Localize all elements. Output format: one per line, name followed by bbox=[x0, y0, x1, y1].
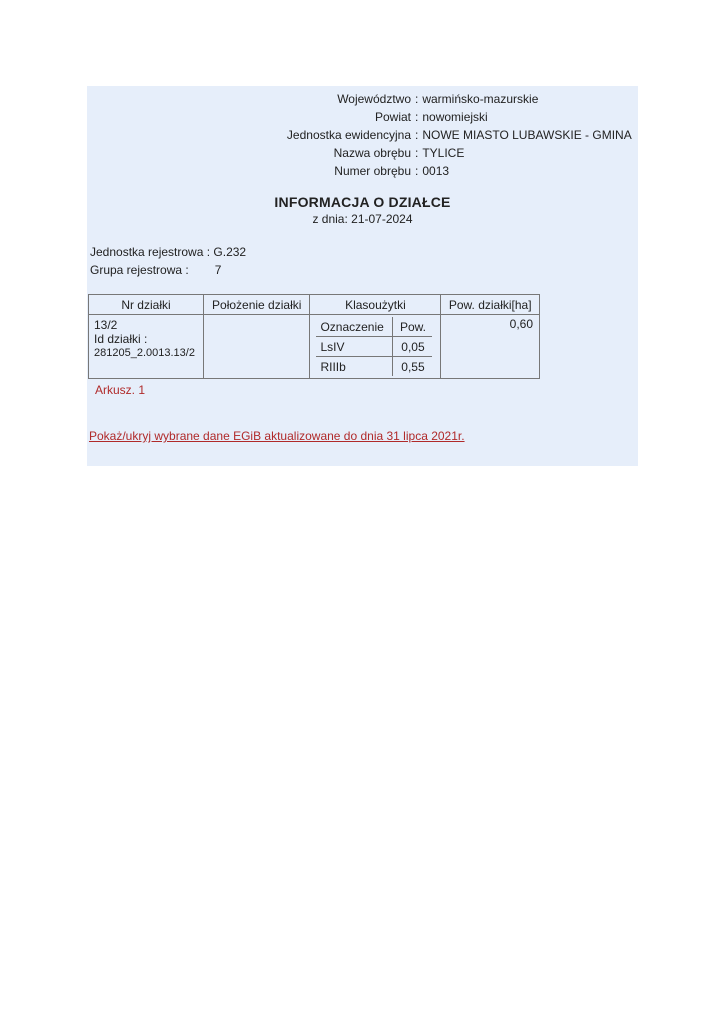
header-row-voivodeship: Województwo : warmińsko-mazurskie bbox=[87, 90, 638, 108]
registry-group-label: Grupa rejestrowa : bbox=[90, 263, 189, 277]
header-value: warmińsko-mazurskie bbox=[422, 92, 539, 106]
header-label: Jednostka ewidencyjna bbox=[286, 128, 411, 142]
header-label: Powiat bbox=[374, 110, 411, 124]
table-header-row bbox=[89, 295, 540, 315]
header-value: TYLICE bbox=[422, 146, 465, 160]
plot-id-label: Id działki : bbox=[94, 332, 148, 346]
location-header bbox=[87, 90, 638, 180]
class-area: 0,05 bbox=[393, 337, 433, 357]
header-label: Nazwa obrębu bbox=[333, 146, 411, 160]
plot-number: 13/2 bbox=[94, 318, 118, 332]
registry-group-value: 7 bbox=[214, 263, 222, 277]
header-row-county: Powiat : nowomiejski bbox=[87, 108, 638, 126]
column-header-plot-area: Pow. działki[ha] bbox=[441, 295, 540, 315]
plot-area-cell: 0,60 bbox=[441, 315, 540, 379]
land-classes-table bbox=[316, 317, 432, 376]
header-label: Numer obrębu bbox=[334, 164, 411, 178]
header-value: NOWE MIASTO LUBAWSKIE - GMINA bbox=[422, 128, 632, 142]
column-header-location: Położenie działki bbox=[203, 295, 309, 315]
header-value: 0013 bbox=[422, 164, 450, 178]
plot-id: 281205_2.0013.13/2 bbox=[94, 347, 195, 359]
plot-location-cell bbox=[203, 315, 309, 379]
toggle-egib-data-link[interactable]: Pokaż/ukryj wybrane dane EGiB aktualizowane do dnia 31 lipca 2021r. bbox=[89, 429, 465, 443]
land-classes-cell bbox=[310, 315, 441, 379]
class-code: RIIIb bbox=[316, 357, 393, 377]
header-label: Województwo bbox=[337, 92, 411, 106]
plot-number-cell bbox=[89, 315, 204, 379]
class-code-header: Oznaczenie bbox=[316, 317, 393, 337]
header-row-precinct-number: Numer obrębu : 0013 bbox=[87, 162, 638, 180]
land-class-row bbox=[316, 357, 432, 377]
registry-group-row bbox=[90, 261, 246, 279]
header-row-precinct-name: Nazwa obrębu : TYLICE bbox=[87, 144, 638, 162]
registry-unit-label: Jednostka rejestrowa : bbox=[90, 245, 211, 259]
land-class-row bbox=[316, 337, 432, 357]
header-value: nowomiejski bbox=[422, 110, 488, 124]
sheet-label: Arkusz. 1 bbox=[95, 383, 146, 397]
class-code: LsIV bbox=[316, 337, 393, 357]
land-classes-header bbox=[316, 317, 432, 337]
registry-info bbox=[90, 243, 246, 279]
page-title: INFORMACJA O DZIAŁCE bbox=[274, 194, 451, 210]
header-row-unit: Jednostka ewidencyjna : NOWE MIASTO LUBAWSKIE - GMINA bbox=[87, 126, 638, 144]
class-area-header: Pow. bbox=[399, 319, 426, 334]
issue-date: z dnia: 21-07-2024 bbox=[312, 212, 413, 226]
document-panel bbox=[87, 86, 638, 466]
registry-unit-value: G.232 bbox=[213, 245, 247, 259]
plot-table bbox=[88, 294, 540, 379]
column-header-plot-number: Nr działki bbox=[89, 295, 204, 315]
table-row bbox=[89, 315, 540, 379]
column-header-land-classes: Klasoużytki bbox=[310, 295, 441, 315]
class-area: 0,55 bbox=[393, 357, 433, 377]
registry-unit-row bbox=[90, 243, 246, 261]
